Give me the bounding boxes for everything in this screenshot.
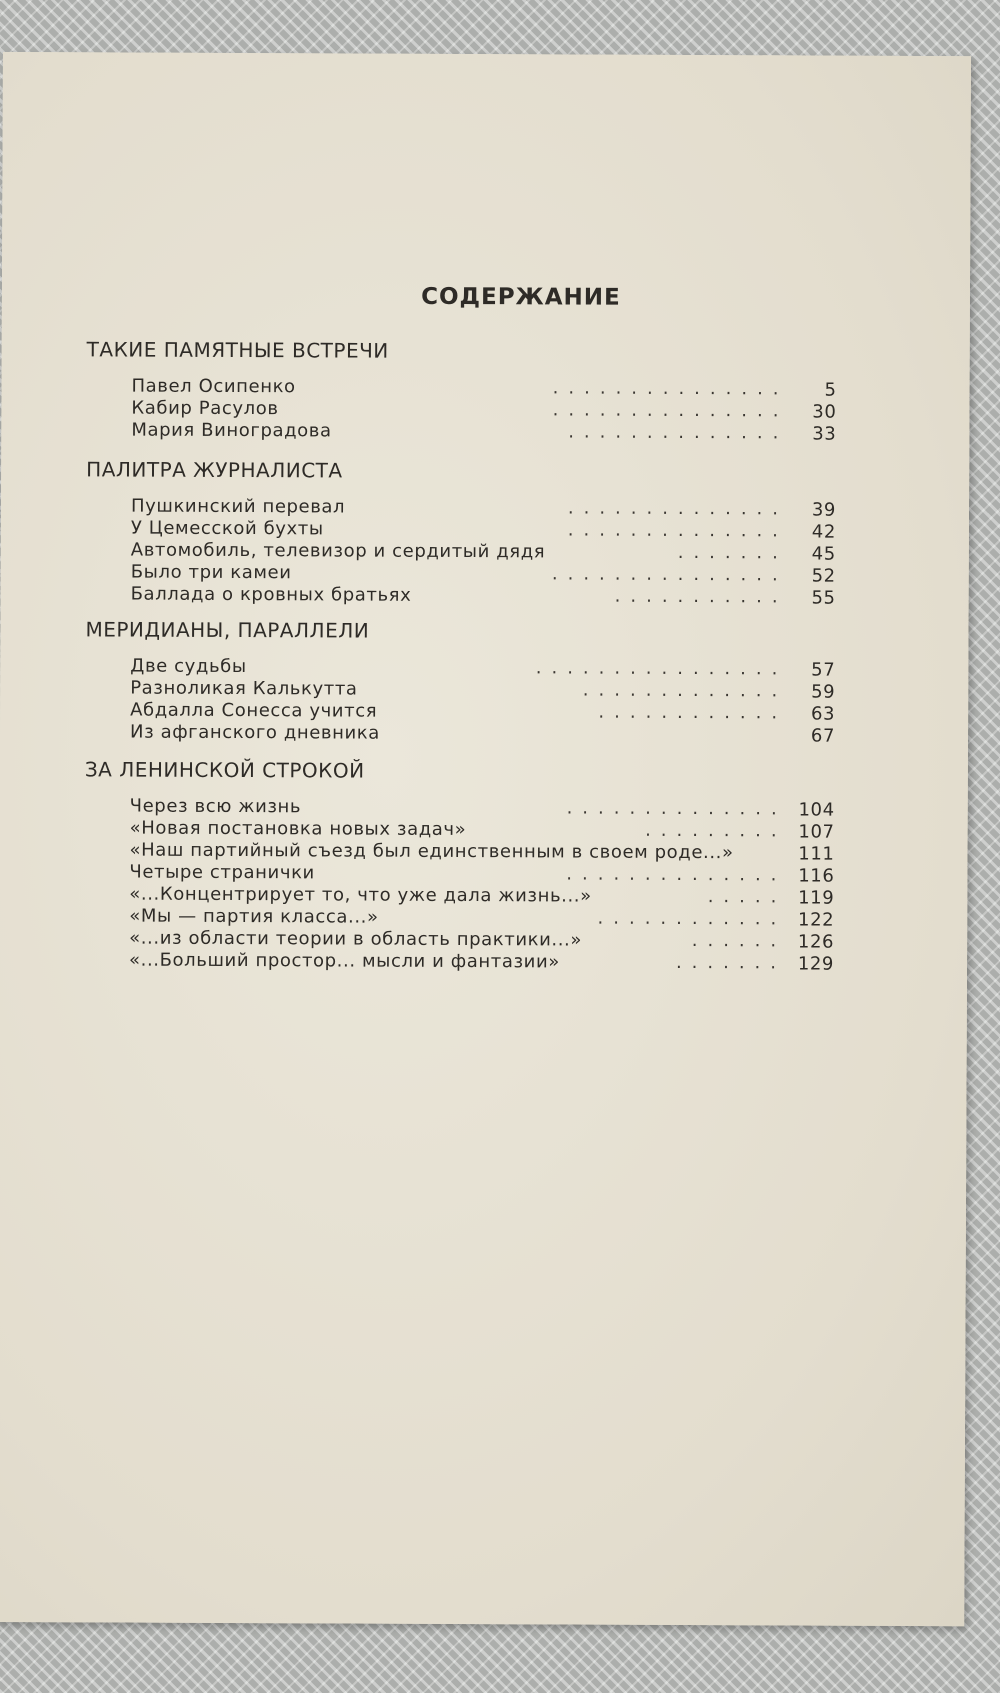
toc-entry: [131, 518, 836, 543]
section-heading: ТАКИЕ ПАМЯТНЫЕ ВСТРЕЧИ: [86, 337, 389, 363]
entry-title: Мария Виноградова: [131, 419, 332, 442]
entry-page: 116: [798, 865, 835, 887]
toc-entry: [129, 906, 834, 931]
entry-page: 126: [797, 931, 835, 953]
toc-entry: [129, 950, 834, 975]
dot-leader: ...............: [552, 377, 789, 400]
dot-leader: .......: [677, 541, 788, 564]
entry-page: 59: [811, 681, 836, 703]
contents-title: СОДЕРЖАНИЕ: [421, 283, 621, 311]
entry-page: 42: [811, 521, 836, 543]
dot-leader: ...............: [551, 563, 788, 586]
entry-title: Баллада о кровных братьях: [130, 583, 412, 606]
entry-title: Автомобиль, телевизор и сердитый дядя: [130, 539, 546, 563]
entry-title: Через всю жизнь: [129, 795, 302, 818]
entry-title: Из афганского дневника: [129, 721, 380, 744]
entry-title: Четыре странички: [129, 861, 315, 884]
entry-page: 122: [798, 909, 835, 931]
entry-title: Две судьбы: [130, 655, 247, 678]
entry-title: «...Концентрирует то, что уже дала жизнь...»: [129, 883, 592, 907]
dot-leader: ..............: [567, 519, 788, 542]
entry-page: 45: [811, 543, 836, 565]
toc-entry: [129, 862, 834, 887]
toc-section: [1, 617, 969, 747]
entry-title: Разноликая Калькутта: [130, 677, 358, 700]
dot-leader: ...............: [552, 399, 789, 422]
entry-page: 30: [812, 401, 837, 423]
entry-page: 63: [810, 703, 836, 725]
entry-page: 55: [811, 587, 836, 609]
section-heading: ЗА ЛЕНИНСКОЙ СТРОКОЙ: [84, 757, 365, 783]
toc-entry: [131, 562, 836, 587]
entry-title: «Новая постановка новых задач»: [129, 817, 467, 841]
dot-leader: ............: [597, 907, 787, 930]
toc-section: [1, 457, 969, 609]
entry-page: 107: [798, 821, 835, 843]
entry-page: 39: [811, 499, 837, 521]
toc-entry: [131, 584, 836, 609]
entry-page: 119: [798, 887, 835, 909]
dot-leader: ..............: [568, 421, 789, 444]
entry-page: 57: [811, 659, 836, 681]
toc-entry: [131, 540, 836, 565]
dot-leader: .....: [707, 886, 787, 908]
dot-leader: .............: [582, 679, 788, 702]
entry-page: 52: [811, 565, 836, 587]
dot-leader: ............: [598, 701, 788, 724]
entry-page: 129: [797, 953, 835, 975]
toc-entry: [130, 818, 835, 843]
entry-title: Абдалла Сонесса учится: [130, 699, 378, 722]
dot-leader: ................: [535, 657, 788, 680]
entry-title: Пушкинский перевал: [130, 495, 346, 518]
entry-title: У Цемесской бухты: [130, 517, 324, 540]
toc-entry: [129, 884, 834, 909]
toc-entry: [131, 420, 836, 445]
dot-leader: ..............: [566, 863, 787, 886]
section-heading: ПАЛИТРА ЖУРНАЛИСТА: [86, 457, 343, 483]
entry-title: Павел Осипенко: [131, 375, 296, 398]
section-heading: МЕРИДИАНЫ, ПАРАЛЛЕЛИ: [85, 617, 370, 643]
entry-title: Кабир Расулов: [131, 397, 279, 420]
dot-leader: [410, 723, 787, 746]
dot-leader: ......: [691, 930, 787, 952]
toc-entry: [130, 722, 835, 747]
toc-entry: [130, 678, 835, 703]
toc-entry: [131, 398, 836, 423]
entry-page: 67: [810, 725, 836, 747]
dot-leader: ...........: [614, 585, 788, 608]
entry-title: «Наш партийный съезд был единственным в своем роде...»: [129, 839, 734, 864]
toc-entry: [131, 376, 836, 401]
toc-entry: [129, 840, 834, 865]
dot-leader: .......: [675, 951, 787, 974]
entry-page: 33: [812, 423, 837, 445]
toc-entry: [129, 928, 834, 953]
toc-entry: [130, 700, 835, 725]
entry-title: «Мы — партия класса...»: [129, 905, 379, 928]
toc-section: [2, 337, 970, 445]
entry-title: Было три камеи: [130, 561, 292, 584]
entry-page: 111: [798, 843, 835, 865]
toc-entry: [130, 796, 835, 821]
dot-leader: ..............: [567, 497, 789, 520]
toc-entry: [130, 656, 835, 681]
entry-title: «...из области теории в область практики...»: [129, 927, 583, 951]
entry-page: 5: [824, 379, 837, 401]
entry-title: «...Больший простор... мысли и фантазии»: [128, 949, 560, 973]
book-page: [0, 52, 971, 1626]
toc-section: [0, 757, 968, 975]
entry-page: 104: [798, 799, 835, 821]
dot-leader: ..............: [566, 797, 787, 820]
dot-leader: .........: [645, 819, 787, 842]
toc-entry: [131, 496, 836, 521]
